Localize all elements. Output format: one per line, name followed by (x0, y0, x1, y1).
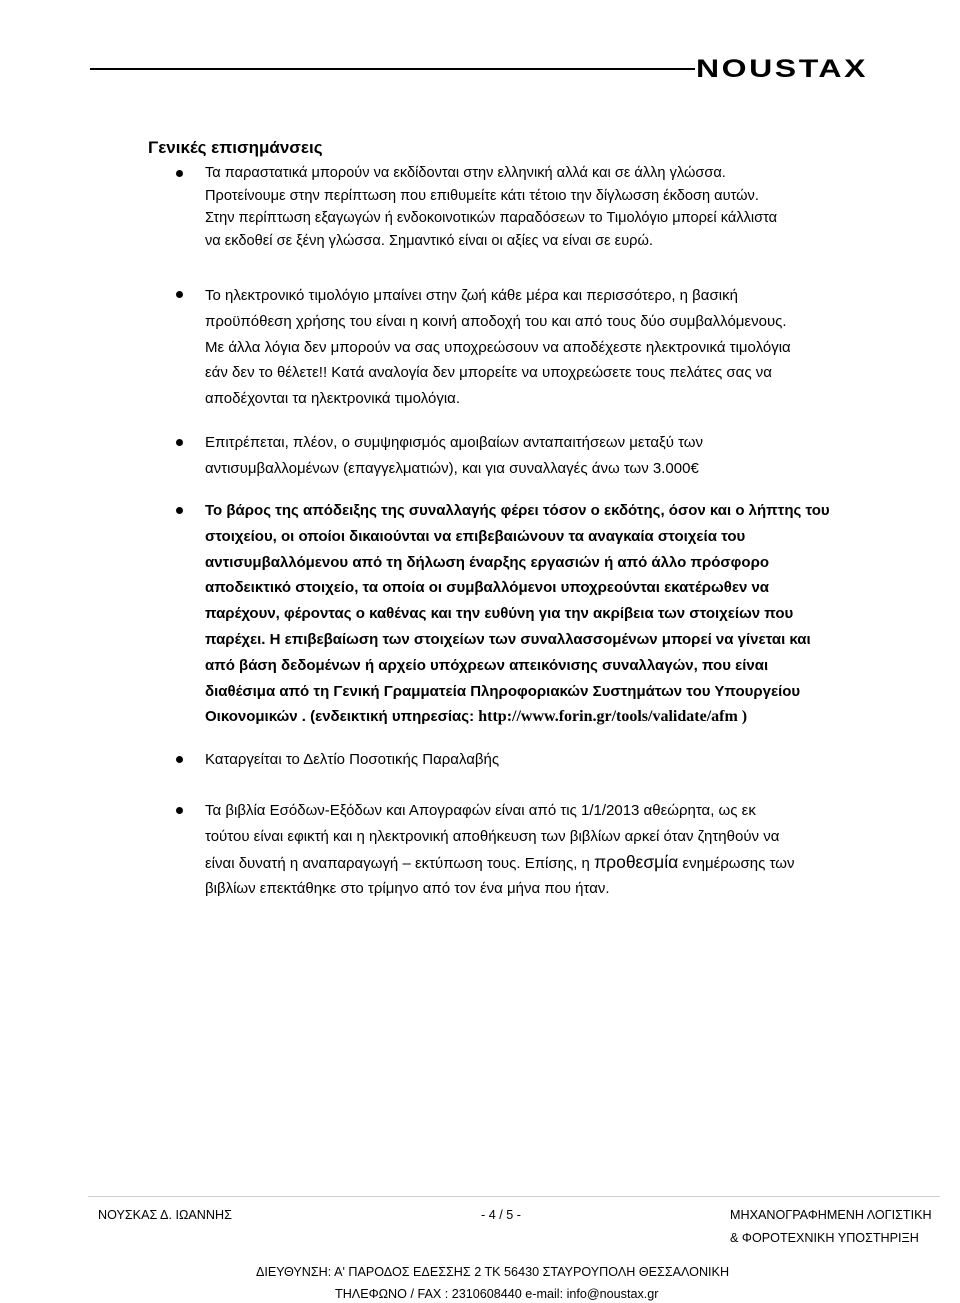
footer-service-line-1: ΜΗΧΑΝΟΓΡΑΦΗΜΕΝΗ ΛΟΓΙΣΤΙΚΗ (730, 1208, 932, 1222)
bullet-4-line: από βάση δεδομένων ή αρχείο υπόχρεων απεικόνισης συναλλαγών, που είναι (205, 656, 769, 674)
bullet-4-last-text: Οικονομικών . (ενδεικτική υπηρεσίας: (205, 708, 479, 726)
bullet-4-line: παρέχει. Η επιβεβαίωση των στοιχείων των συναλλασσομένων μπορεί να γίνεται και (205, 630, 811, 648)
bullet-6-line: τούτου είναι εφικτή και η ηλεκτρονική αποθήκευση των βιβλίων αρκεί όταν ζητηθούν να (205, 827, 780, 845)
bullet-4-line: Το βάρος της απόδειξης της συναλλαγής φέρει τόσον ο εκδότης, όσον και ο λήπτης του (205, 502, 830, 519)
company-logo: NOUSTAX (696, 55, 868, 83)
bullet-5-text (205, 747, 855, 773)
header-rule (90, 68, 695, 70)
footer-service-line-2: & ΦΟΡΟΤΕΧΝΙΚΗ ΥΠΟΣΤΗΡΙΞΗ (730, 1231, 919, 1245)
bullet-6-line-3a: είναι δυνατή η αναπαραγωγή – εκτύπωση τους. Επίσης, η (205, 854, 595, 872)
deadline-word: προθεσμία (594, 851, 679, 872)
footer-rule (88, 1196, 940, 1197)
bullet-1-line: να εκδοθεί σε ξένη γλώσσα. Σημαντικό είναι οι αξίες να είναι σε ευρώ. (205, 232, 653, 249)
bullet-5-line: Καταργείται το Δελτίο Ποσοτικής Παραλαβής (205, 751, 500, 768)
bullet-4-last-line (205, 704, 855, 730)
footer-author: ΝΟΥΣΚΑΣ Δ. ΙΩΑΝΝΗΣ (98, 1208, 232, 1222)
bullet-1-line: Στην περίπτωση εξαγωγών ή ενδοκοινοτικών παραδόσεων το Τιμολόγιο μπορεί κάλλιστα (205, 210, 778, 226)
bullet-3-line: αντισυμβαλλομένων (επαγγελματιών), και για συναλλαγές άνω των 3.000€ (205, 459, 699, 477)
bullet-6-line: βιβλίων επεκτάθηκε στο τρίμηνο από τον ένα μήνα που ήταν. (205, 880, 610, 898)
bullet-5-dot (176, 756, 183, 763)
bullet-2-line: Με άλλα λόγια δεν μπορούν να σας υποχρεώσουν να αποδέχεστε ηλεκτρονικά τιμολόγια (205, 338, 791, 356)
bullet-3-dot (176, 439, 183, 446)
validate-afm-link[interactable]: http://www.forin.gr/tools/validate/afm (478, 708, 738, 726)
bullet-1-line: Προτείνουμε στην περίπτωση που επιθυμείτε κάτι τέτοιο την δίγλωσση έκδοση αυτών. (205, 187, 759, 204)
bullet-2-line: αποδέχονται τα ηλεκτρονικά τιμολόγια. (205, 390, 460, 408)
bullet-6-line-3 (205, 850, 855, 877)
page-number: - 4 / 5 - (481, 1208, 521, 1222)
footer-contact: ΤΗΛΕΦΩΝΟ / FAX : 2310608440 e-mail: info@noustax.gr (335, 1287, 659, 1301)
bullet-1-dot (176, 170, 183, 177)
bullet-4-line: διαθέσιμα από τη Γενική Γραμματεία Πληροφοριακών Συστημάτων του Υπουργείου (205, 682, 801, 700)
bullet-4-line: αποδεικτικό στοιχείο, τα οποία οι συμβαλλόμενοι υποχρεούνται εκατέρωθεν να (205, 579, 770, 597)
bullet-4-line: στοιχείου, οι οποίοι δικαιούνται να επιβεβαιώνουν τα αναγκαία στοιχεία του (205, 527, 746, 545)
bullet-6-line-3c: ενημέρωσης των (678, 854, 795, 872)
bullet-2-line: Το ηλεκτρονικό τιμολόγιο μπαίνει στην ζωή κάθε μέρα και περισσότερο, η βασική (205, 287, 738, 304)
bullet-3-text (205, 430, 855, 482)
bullet-4-dot (176, 507, 183, 514)
bullet-3-line: Επιτρέπεται, πλέον, ο συμψηφισμός αμοιβαίων ανταπαιτήσεων μεταξύ των (205, 434, 703, 451)
bullet-6-line: Τα βιβλία Εσόδων-Εξόδων και Απογραφών είναι από τις 1/1/2013 αθεώρητα, ως εκ (205, 802, 756, 819)
bullet-2-line: εάν δεν το θέλετε!! Κατά αναλογία δεν μπορείτε να υποχρεώσετε τους πελάτες σας να (205, 364, 772, 382)
footer-address: ΔΙΕΥΘΥΝΣΗ: Α' ΠΑΡΟΔΟΣ ΕΔΕΣΣΗΣ 2 ΤΚ 56430 ΣΤΑΥΡΟΥΠΟΛΗ ΘΕΣΣΑΛΟΝΙΚΗ (256, 1265, 730, 1279)
section-title: Γενικές επισημάνσεις (148, 138, 323, 157)
bullet-6-dot (176, 807, 183, 814)
bullet-2-text (205, 283, 855, 412)
bullet-4-line: παρέχουν, φέροντας ο καθένας και την ευθύνη για την ακρίβεια των στοιχείων που (205, 605, 794, 623)
bullet-4-text (205, 498, 855, 730)
bullet-2-dot (176, 291, 183, 298)
bullet-4-closing-paren: ) (737, 708, 748, 726)
bullet-1-line: Τα παραστατικά μπορούν να εκδίδονται στην ελληνική αλλά και σε άλλη γλώσσα. (205, 165, 726, 181)
bullet-6-text (205, 798, 855, 902)
bullet-1-text (205, 162, 855, 252)
bullet-4-line: αντισυμβαλλόμενου από τη δήλωση έναρξης εργασιών ή από άλλο πρόσφορο (205, 553, 770, 571)
bullet-2-line: προϋπόθεση χρήσης του είναι η κοινή αποδοχή του και από τους δύο συμβαλλόμενους. (205, 312, 787, 330)
